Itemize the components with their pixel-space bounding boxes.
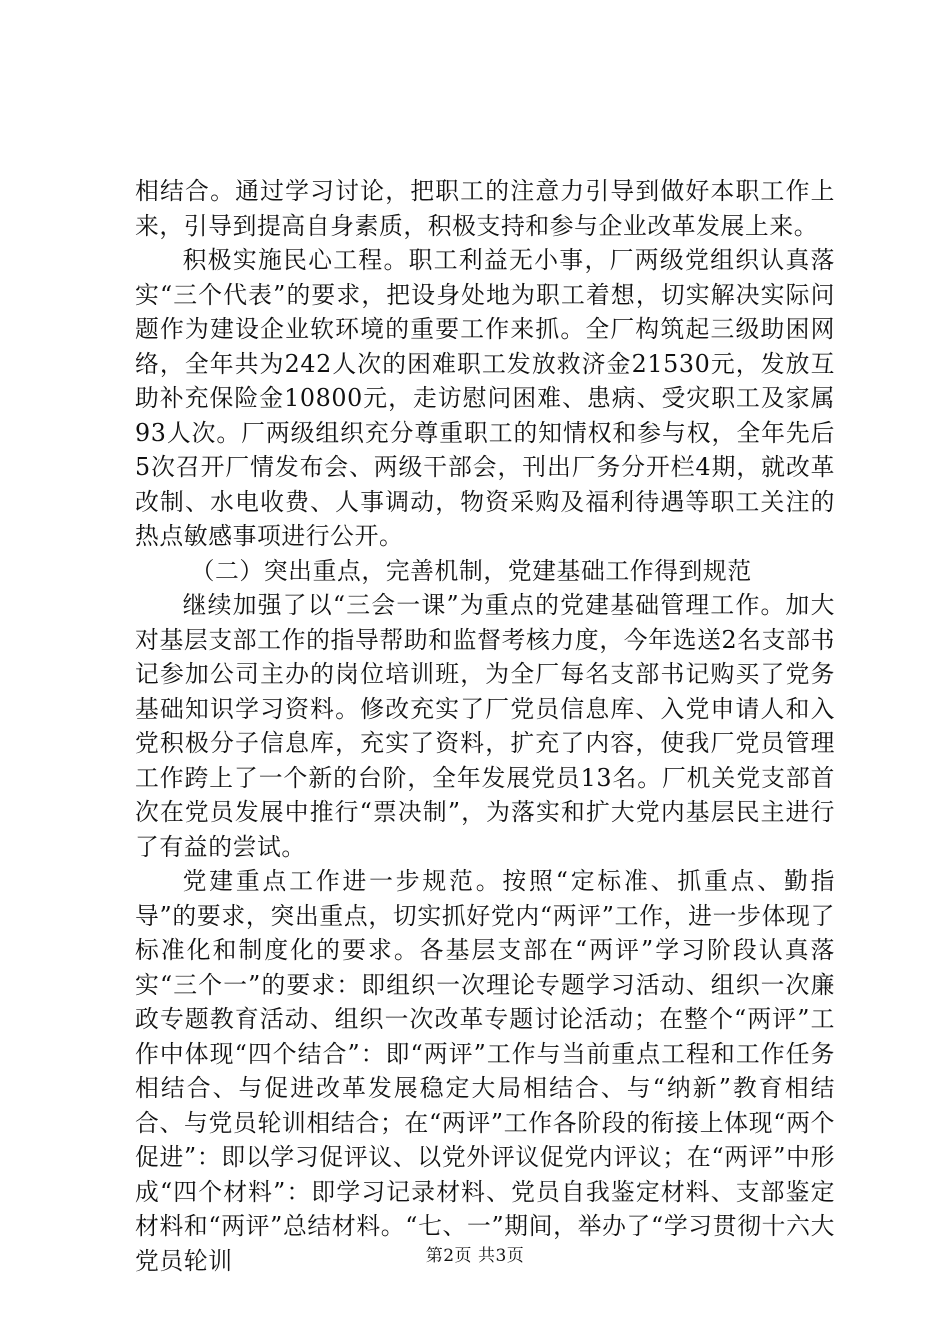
paragraph-continuation: 相结合。通过学习讨论，把职工的注意力引导到做好本职工作上来，引导到提高自身素质，积极支持和参与企业改革发展上来。: [135, 177, 835, 240]
document-body: [135, 174, 835, 1278]
page-number-footer: 第2页 共3页: [425, 1246, 525, 1266]
section-heading: （二）突出重点，完善机制，党建基础工作得到规范: [190, 556, 752, 585]
paragraph-livelihood-project: 积极实施民心工程。职工利益无小事，厂两级党组织认真落实“三个代表”的要求，把设身处地为职工着想，切实解决实际问题作为建设企业软环境的重要工作来抓。全厂构筑起三级助困网络，全年共为242人次的困难职工发放救济金21530元，发放互助补充保险金10800元，走访慰问困难、患病、受灾职工及家属93人次。厂两级组织充分尊重职工的知情权和参与权，全年先后5次召开厂情发布会、两级干部会，刊出厂务分开栏4期，就改革改制、水电收费、人事调动，物资采购及福利待遇等职工关注的热点敏感事项进行公开。: [135, 246, 835, 550]
paragraph-party-key-work: 党建重点工作进一步规范。按照“定标准、抓重点、勤指导”的要求，突出重点，切实抓好党内“两评”工作，进一步体现了标准化和制度化的要求。各基层支部在“两评”学习阶段认真落实“三个一”的要求：即组织一次理论专题学习活动、组织一次廉政专题教育活动、组织一次改革专题讨论活动；在整个“两评”工作中体现“四个结合”：即“两评”工作与当前重点工程和工作任务相结合、与促进改革发展稳定大局相结合、与“纳新”教育相结合、与党员轮训相结合；在“两评”工作各阶段的衔接上体现“两个促进”：即以学习促评议、以党外评议促党内评议；在“两评”中形成“四个材料”：即学习记录材料、党员自我鉴定材料、支部鉴定材料和“两评”总结材料。“七、一”期间，举办了“学习贯彻十六大党员轮训: [135, 867, 835, 1275]
paragraph-party-building-basics: 继续加强了以“三会一课”为重点的党建基础管理工作。加大对基层支部工作的指导帮助和监督考核力度，今年选送2名支部书记参加公司主办的岗位培训班，为全厂每名支部书记购买了党务基础知识学习资料。修改充实了厂党员信息库、入党申请人和入党积极分子信息库，充实了资料，扩充了内容，使我厂党员管理工作跨上了一个新的台阶，全年发展党员13名。厂机关党支部首次在党员发展中推行“票决制”，为落实和扩大党内基层民主进行了有益的尝试。: [135, 591, 835, 861]
